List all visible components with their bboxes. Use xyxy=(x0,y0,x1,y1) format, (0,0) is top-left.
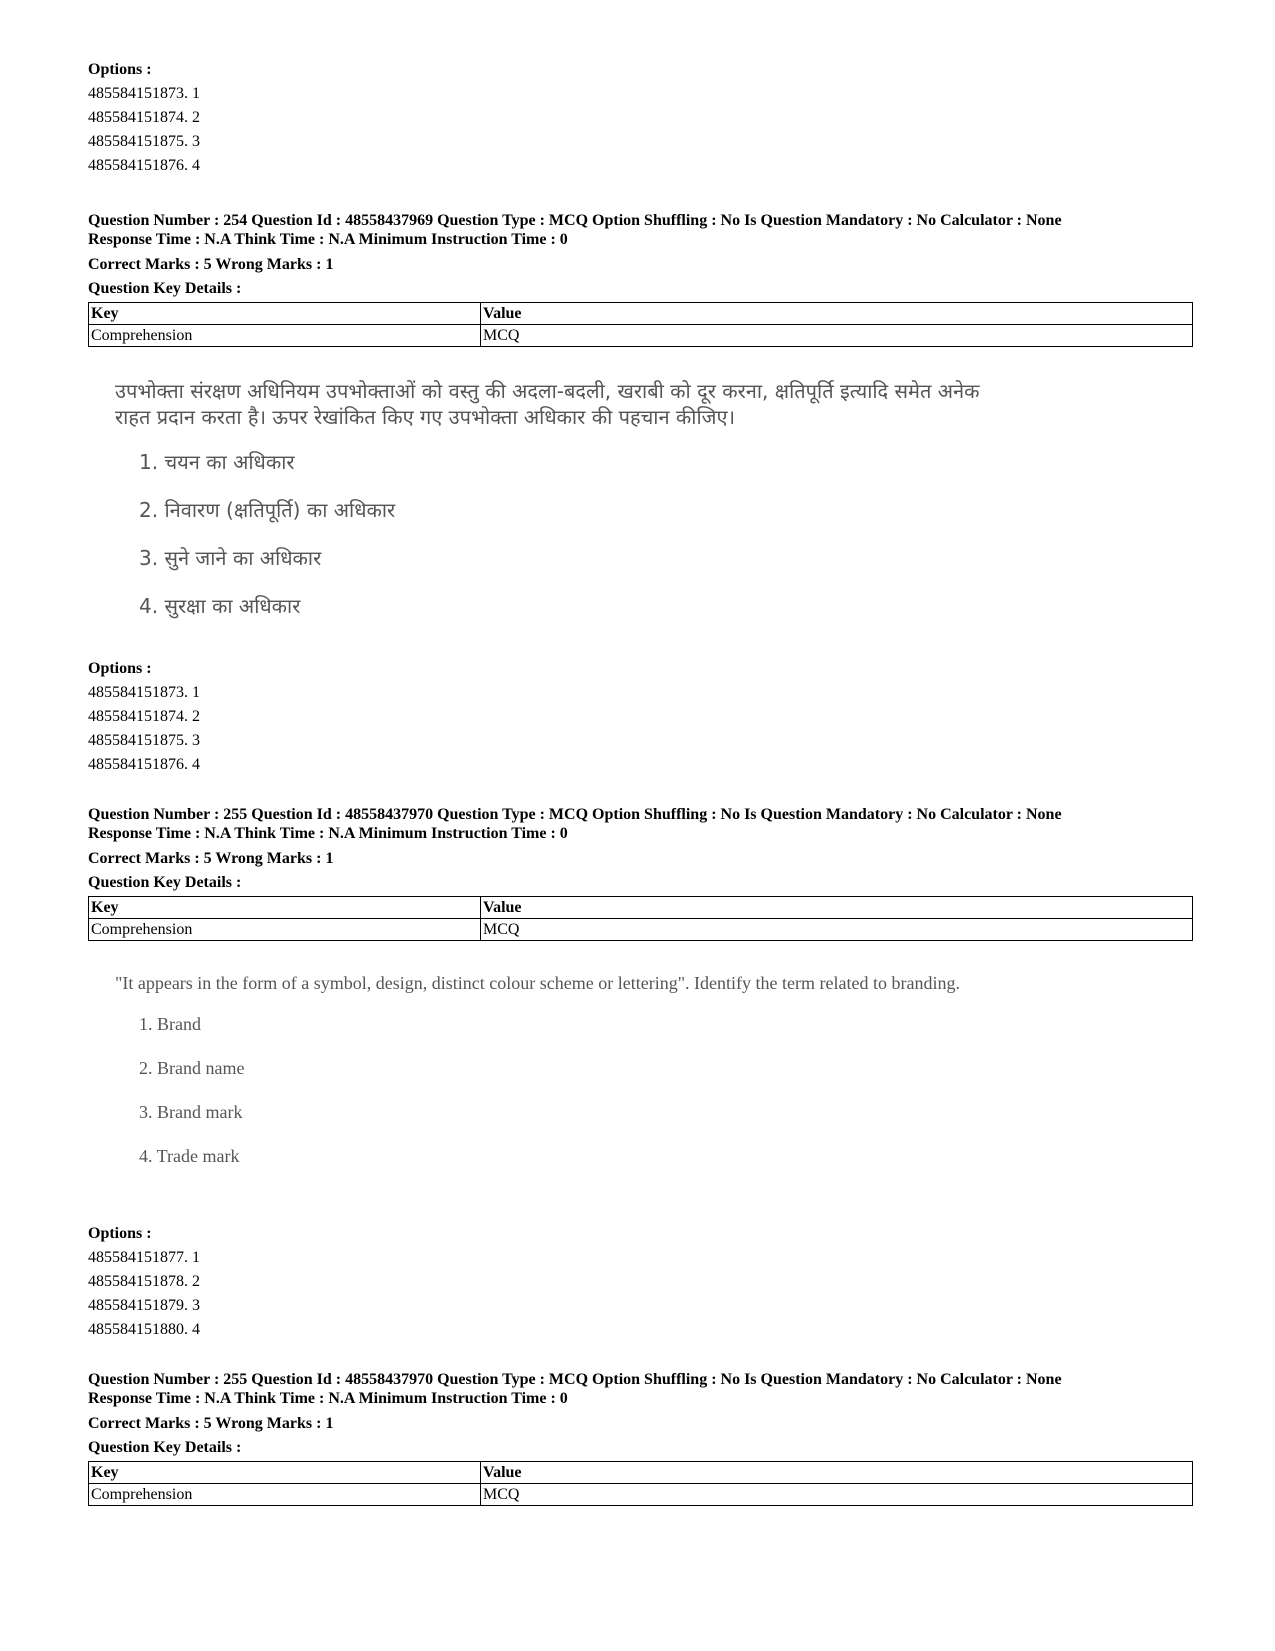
value-cell: MCQ xyxy=(481,1484,1193,1506)
option-item: 485584151874. 2 xyxy=(88,109,200,126)
question-timing-line: Response Time : N.A Think Time : N.A Minimum Instruction Time : 0 xyxy=(88,231,568,248)
value-header: Value xyxy=(481,897,1193,919)
question-stem: "It appears in the form of a symbol, design, distinct colour scheme or lettering". Identify the term related to branding. xyxy=(115,973,960,993)
value-header: Value xyxy=(481,1462,1193,1484)
key-details-label: Question Key Details : xyxy=(88,280,242,297)
key-details-label: Question Key Details : xyxy=(88,874,242,891)
key-header: Key xyxy=(89,1462,481,1484)
option-item: 485584151876. 4 xyxy=(88,157,200,174)
value-header: Value xyxy=(481,303,1193,325)
question-timing-line: Response Time : N.A Think Time : N.A Minimum Instruction Time : 0 xyxy=(88,825,568,842)
question-choice: 3. Brand mark xyxy=(139,1102,243,1122)
question-stem: उपभोक्ता संरक्षण अधिनियम उपभोक्ताओं को वस्तु की अदला-बदली, खराबी को दूर करना, क्षतिपूर्ति इत्यादि समेत अनेक राहत प्रदान करता है। ऊपर रेखांकित किए गए उपभोक्ता अधिकार की पहचान कीजिए। xyxy=(115,379,980,429)
question-header xyxy=(88,805,1208,895)
question-marks: Correct Marks : 5 Wrong Marks : 1 xyxy=(88,850,334,867)
key-header: Key xyxy=(89,303,481,325)
key-cell: Comprehension xyxy=(89,1484,481,1506)
option-item: 485584151873. 1 xyxy=(88,684,200,701)
value-cell: MCQ xyxy=(481,325,1193,347)
question-choice: 1. चयन का अधिकार xyxy=(139,450,295,474)
key-cell: Comprehension xyxy=(89,325,481,347)
question-choice: 3. सुने जाने का अधिकार xyxy=(139,546,322,570)
key-details-table xyxy=(88,896,1193,941)
options-list xyxy=(88,657,200,777)
options-label: Options : xyxy=(88,660,152,677)
question-meta-line: Question Number : 254 Question Id : 48558437969 Question Type : MCQ Option Shuffling : No Is Question Mandatory : No Calculator : None xyxy=(88,212,1062,229)
option-item: 485584151876. 4 xyxy=(88,756,200,773)
question-choice: 4. Trade mark xyxy=(139,1146,240,1166)
value-cell: MCQ xyxy=(481,919,1193,941)
question-timing-line: Response Time : N.A Think Time : N.A Minimum Instruction Time : 0 xyxy=(88,1390,568,1407)
key-header: Key xyxy=(89,897,481,919)
key-details-label: Question Key Details : xyxy=(88,1439,242,1456)
options-list xyxy=(88,1222,200,1342)
options-list xyxy=(88,58,200,178)
question-choice: 2. Brand name xyxy=(139,1058,245,1078)
question-choice: 4. सुरक्षा का अधिकार xyxy=(139,594,301,618)
option-item: 485584151877. 1 xyxy=(88,1249,200,1266)
option-item: 485584151879. 3 xyxy=(88,1297,200,1314)
question-choice: 2. निवारण (क्षतिपूर्ति) का अधिकार xyxy=(139,498,396,522)
options-label: Options : xyxy=(88,61,152,78)
option-item: 485584151874. 2 xyxy=(88,708,200,725)
option-item: 485584151878. 2 xyxy=(88,1273,200,1290)
option-item: 485584151875. 3 xyxy=(88,732,200,749)
key-cell: Comprehension xyxy=(89,919,481,941)
key-details-table xyxy=(88,302,1193,347)
option-item: 485584151873. 1 xyxy=(88,85,200,102)
question-content xyxy=(115,972,995,1167)
question-meta-line: Question Number : 255 Question Id : 48558437970 Question Type : MCQ Option Shuffling : No Is Question Mandatory : No Calculator : None xyxy=(88,1371,1062,1388)
key-details-table xyxy=(88,1461,1193,1506)
option-item: 485584151880. 4 xyxy=(88,1321,200,1338)
option-item: 485584151875. 3 xyxy=(88,133,200,150)
question-content xyxy=(115,378,995,619)
question-header xyxy=(88,1370,1208,1460)
question-marks: Correct Marks : 5 Wrong Marks : 1 xyxy=(88,1415,334,1432)
question-header xyxy=(88,211,1208,301)
question-marks: Correct Marks : 5 Wrong Marks : 1 xyxy=(88,256,334,273)
question-meta-line: Question Number : 255 Question Id : 48558437970 Question Type : MCQ Option Shuffling : No Is Question Mandatory : No Calculator : None xyxy=(88,806,1062,823)
options-label: Options : xyxy=(88,1225,152,1242)
question-choice: 1. Brand xyxy=(139,1014,201,1034)
